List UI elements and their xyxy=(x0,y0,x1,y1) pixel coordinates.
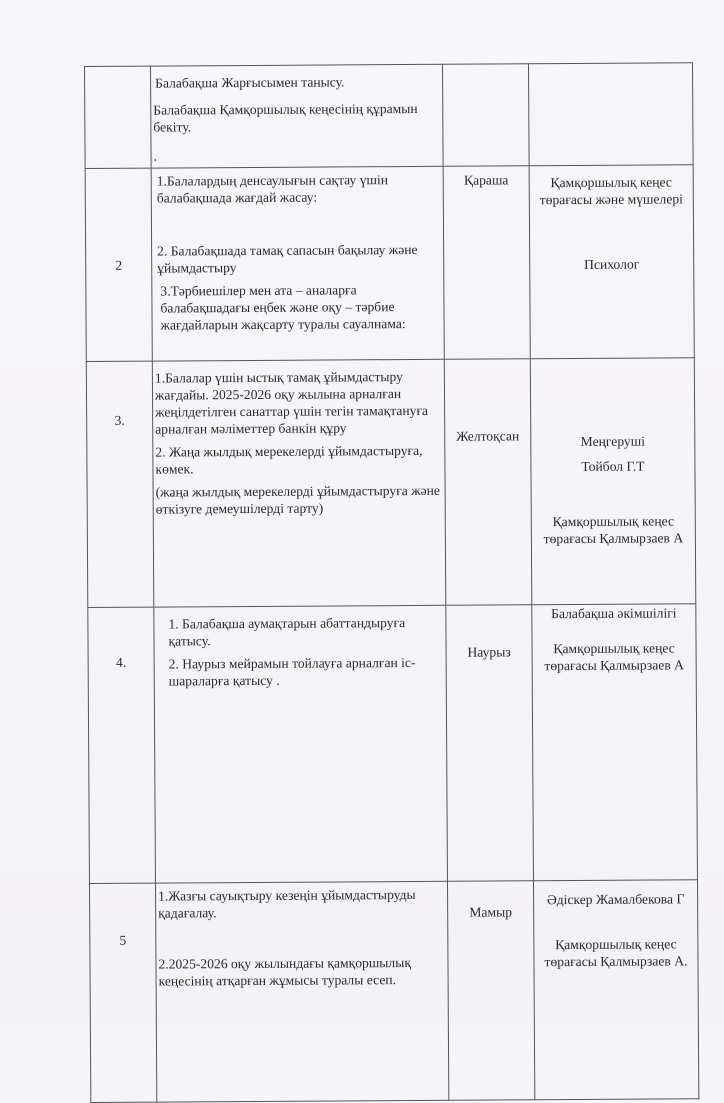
activity-item: 2. Жаңа жылдық мерекелерді ұйымдастыруға, көмек. xyxy=(155,442,423,477)
activity-item: (жаңа жылдық мерекелерді ұйымдастыруға және өткізуге демеушілерді тарту) xyxy=(155,482,440,517)
responsible-person: Әдіскер Жамалбекова Г xyxy=(546,891,685,908)
activity-cell xyxy=(151,166,444,361)
date-value: Желтоқсан xyxy=(456,428,520,444)
date-value: Қараша xyxy=(463,172,509,188)
activity-item: 2. Наурыз мейрамын тойлауға арналған іс-шараларға қатысу . xyxy=(168,654,416,689)
responsible-cell xyxy=(532,604,698,881)
responsible-cell xyxy=(529,165,694,359)
activity-item: . xyxy=(153,148,158,164)
row-number-cell xyxy=(89,883,156,1102)
row-number-cell xyxy=(86,361,154,607)
activity-item: 2.2025-2026 оқу жылындағы қамқоршылық кеңесінің атқарған жұмысы туралы есеп. xyxy=(158,955,411,989)
activity-item: 1. Балабақша аумақтарын абаттандыруға қатысу. xyxy=(168,615,406,649)
activity-cell xyxy=(152,359,445,607)
activity-item: Балабақша Жарғысымен танысу. xyxy=(155,74,345,91)
activity-item: 1.Балалар үшін ыстық тамақ ұйымдастыру жағдайы. 2025-2026 оқу жылына арналған жеңілдетілген санаттар үшін тегін тамақтануға арналған мәліметтер банкін құру xyxy=(154,369,429,437)
date-cell xyxy=(447,881,534,1101)
responsible-person: Тойбол Г.Т xyxy=(581,458,645,474)
responsible-cell xyxy=(533,880,698,1100)
row-number: 4. xyxy=(115,654,127,670)
row-number-cell xyxy=(85,66,152,168)
responsible-person: Қамқоршылық кеңес төрағасы Қалмырзаев А xyxy=(544,640,684,674)
activity-item: 1.Жазғы сауықтыру кезеңін ұйымдастыруды қадағалау. xyxy=(158,886,416,921)
activity-cell xyxy=(151,64,444,168)
activity-cell xyxy=(154,605,448,883)
responsible-person: Қамқоршылық кеңес төрағасы және мүшелері xyxy=(539,174,683,208)
row-number-cell xyxy=(88,607,156,883)
date-cell xyxy=(443,166,530,360)
responsible-person: Қамқоршылық кеңес төрағасы Қалмырзаев А xyxy=(543,513,684,547)
responsible-person: Балабақша әкімшілігі xyxy=(551,605,677,622)
guardianship-council-plan-table xyxy=(84,62,699,1103)
date-cell xyxy=(444,359,532,606)
table-row xyxy=(89,880,698,1103)
date-value: Мамыр xyxy=(469,904,513,920)
row-number-cell xyxy=(85,168,152,361)
table-row xyxy=(85,63,694,169)
row-number: 3. xyxy=(114,412,125,428)
activity-cell xyxy=(155,881,448,1102)
responsible-person: Қамқоршылық кеңес төрағасы Қалмырзаев А. xyxy=(544,936,688,970)
responsible-person: Психолог xyxy=(584,256,640,272)
responsible-cell xyxy=(528,63,693,166)
responsible-person: Меңгеруші xyxy=(580,433,646,449)
table-row xyxy=(86,358,695,608)
date-cell xyxy=(446,605,534,882)
responsible-cell xyxy=(530,358,695,605)
table-row xyxy=(85,165,694,362)
activity-item: 1.Балалардың денсаулығын сақтау үшін балабақшада жағдай жасау: xyxy=(156,172,389,206)
row-number: 5 xyxy=(119,932,127,948)
row-number: 2 xyxy=(115,257,123,273)
activity-item: 2. Балабақшада тамақ сапасын бақылау және ұйымдастыру xyxy=(157,241,418,276)
date-value: Наурыз xyxy=(467,644,511,660)
activity-item: 3.Тәрбиешілер мен ата – аналарға балабақшадағы еңбек және оқу – тәрбие жағдайларын жақсарту туралы сауалнама: xyxy=(160,282,406,333)
activity-item: Балабақша Қамқоршылық кеңесінің құрамын бекіту. xyxy=(153,100,418,135)
date-cell xyxy=(442,64,529,167)
table-row xyxy=(88,604,698,884)
